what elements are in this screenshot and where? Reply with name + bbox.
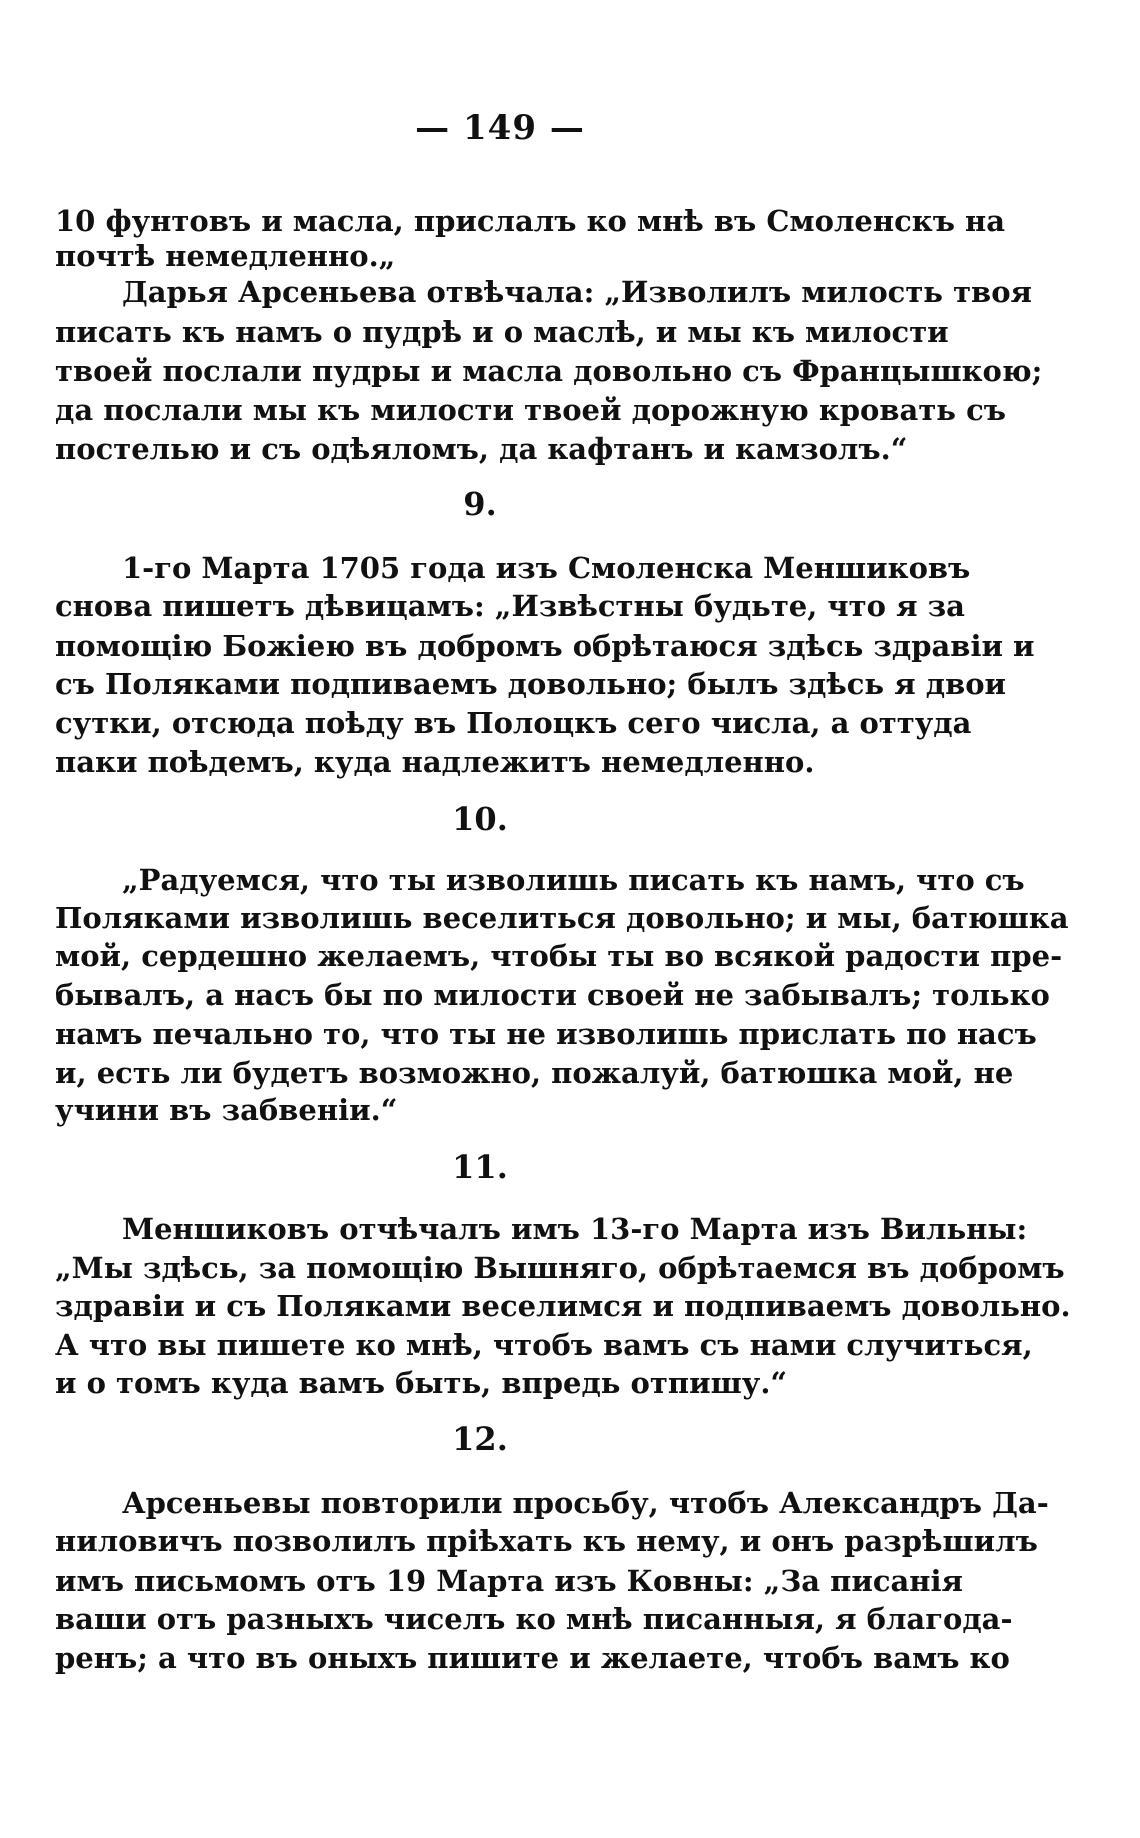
text-line: бывалъ, а насъ бы по милости своей не забывалъ; только [55,978,1050,1012]
text-line: паки поѣдемъ, куда надлежитъ немедленно. [55,745,815,779]
text-line: Поляками изволишь веселиться довольно; и мы, батюшка [55,901,1069,935]
section-number-9: 9. [463,485,497,523]
text-line: 10 фунтовъ и масла, прислалъ ко мнѣ въ Смоленскъ на [55,204,1006,238]
text-line: здравіи и съ Поляками веселимся и подпиваемъ довольно. [55,1289,1071,1323]
text-line: и о томъ куда вамъ быть, впредь отпишу.“ [55,1366,788,1400]
text-line: снова пишетъ дѣвицамъ: „Извѣстны будьте, что я за [55,589,965,623]
text-line: ниловичъ позволилъ пріѣхать къ нему, и онъ разрѣшилъ [55,1524,1038,1558]
text-line: „Мы здѣсь, за помощію Вышняго, обрѣтаемся въ добромъ [55,1251,1065,1285]
text-line: и, есть ли будетъ возможно, пожалуй, батюшка мой, не [55,1056,1014,1090]
text-line: 1-го Марта 1705 года изъ Смоленска Меншиковъ [122,551,971,585]
section-number-11: 11. [452,1148,508,1186]
text-line: сутки, отсюда поѣду въ Полоцкъ сего числа, а оттуда [55,706,972,740]
text-line: ваши отъ разныхъ чиселъ ко мнѣ писанныя, я благода- [55,1602,1013,1636]
section-number-12: 12. [452,1420,508,1458]
text-line: „Радуемся, что ты изволишь писать къ намъ, что съ [122,863,1025,897]
text-line: намъ печально то, что ты не изволишь прислать по насъ [55,1017,1037,1051]
text-line: Арсеньевы повторили просьбу, чтобъ Александръ Да- [122,1486,1049,1520]
text-line: Меншиковъ отчѣчалъ имъ 13-го Марта изъ Вильны: [122,1212,1028,1246]
section-number-10: 10. [452,800,508,838]
text-line: учини въ забвеніи.“ [55,1093,398,1127]
text-line: А что вы пишете ко мнѣ, чтобъ вамъ съ нами случиться, [55,1328,1033,1362]
text-line: писать къ намъ о пудрѣ и о маслѣ, и мы къ милости [55,315,949,349]
text-line: съ Поляками подпиваемъ довольно; былъ здѣсь я двои [55,667,1007,701]
text-line: твоей послали пудры и масла довольно съ Францышкою; [55,354,1043,388]
text-line: имъ письмомъ отъ 19 Марта изъ Ковны: „За писанія [55,1564,963,1598]
text-line: ренъ; а что въ оныхъ пишите и желаете, чтобъ вамъ ко [55,1641,1010,1675]
text-line: помощію Божіею въ добромъ обрѣтаюся здѣсь здравіи и [55,629,1035,663]
text-line: мой, сердешно желаемъ, чтобы ты во всякой радости пре- [55,939,1063,973]
text-line: постелью и съ одѣяломъ, да кафтанъ и камзолъ.“ [55,432,908,466]
page-number: — 149 — [415,108,585,148]
text-line: почтѣ немедленно.„ [55,239,396,273]
text-line: да послали мы къ милости твоей дорожную кровать съ [55,393,1006,427]
text-line: Дарья Арсеньева отвѣчала: „Изволилъ милость твоя [122,275,1032,309]
